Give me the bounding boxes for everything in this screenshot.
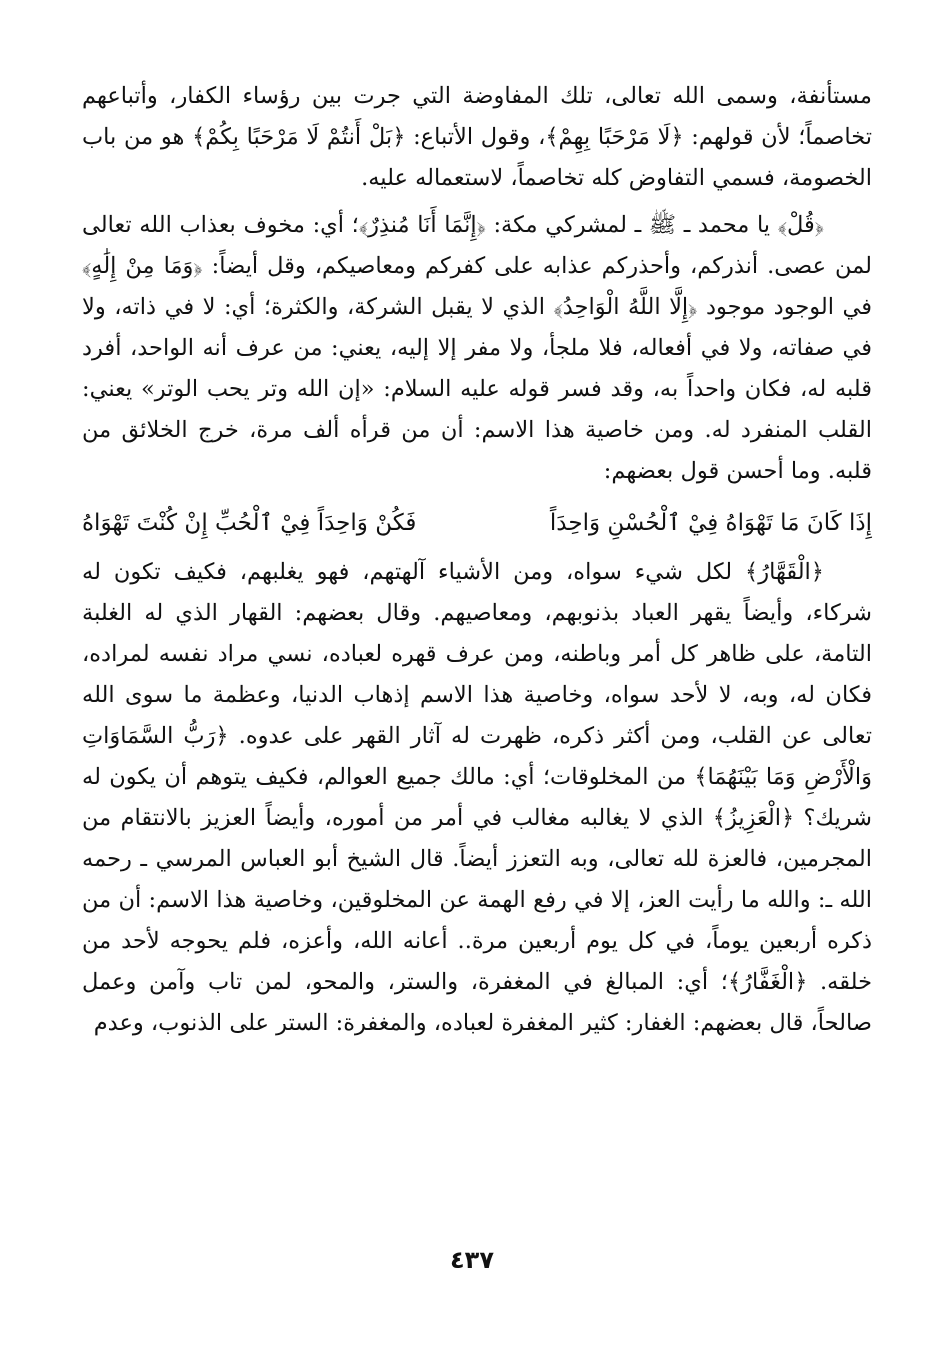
paragraph-intro: مستأنفة، وسمى الله تعالى، تلك المفاوضة التي جرت بين رؤساء الكفار، وأتباعهم تخاصماً؛ لأن قولهم: ﴿لَا مَرْحَبًا بِهِمْ﴾، وقول الأتباع: ﴿بَلْ أَنتُمْ لَا مَرْحَبًا بِكُمْ﴾ هو من باب الخصومة، فسمي التفاوض كله تخاصماً، لاستعماله عليه. [82,83,872,191]
page-number: ٤٣٧ [450,1246,494,1274]
poetry-verse [82,502,872,544]
body-text [82,76,872,1044]
verse-first-hemistich: إِذَا كَانَ مَا تَهْوَاهُ فِيْ ٱلْحُسْنِ وَاحِدَاً [549,510,872,536]
paragraph-al-qahhar: ﴿الْقَهَّارُ﴾ لكل شيء سواه، ومن الأشياء آلهتهم، فهو يغلبهم، فكيف تكون له شركاء، وأيضاً يقهر العباد بذنوبهم، ومعاصيهم. وقال بعضهم: القهار الذي له الغلبة التامة، على ظاهر كل أمر وباطنه، ومن عرف قهره لعباده، نسي مراد نفسه لمراده، فكان له، وبه، لا لأحد سواه، وخاصية هذا الاسم إذهاب الدنيا، وعظمة ما سوى الله تعالى عن القلب، ومن أكثر ذكره، ظهرت له آثار القهر على عدوه. ﴿رَبُّ السَّمَاوَاتِ وَالْأَرْضِ وَمَا بَيْنَهُمَا﴾ من المخلوقات؛ أي: مالك جميع العوالم، فكيف يتوهم أن يكون له شريك؟ ﴿الْعَزِيزُ﴾ الذي لا يغالبه مغالب في أمر من أموره، وأيضاً العزيز بالانتقام من المجرمين، فالعزة لله تعالى، وبه التعزز أيضاً. قال الشيخ أبو العباس المرسي ـ رحمه الله ـ: والله ما رأيت العز، إلا في رفع الهمة عن المخلوقين، وخاصية هذا الاسم: أن من ذكره أربعين يوماً، في كل يوم أربعين مرة.. أعانه الله، وأعزه، فلم يحوجه لأحد من خلقه. ﴿الْغَفَّارُ﴾؛ أي: المبالغ في المغفرة، والستر، والمحو، لمن تاب وآمن وعمل صالحاً، قال بعضهم: الغفار: كثير المغفرة لعباده، والمغفرة: الستر على الذنوب، وعدم [82,559,872,1036]
paragraph-qul: ﴿قُلْ﴾ يا محمد ـ ﷺ ـ لمشركي مكة: ﴿إِنَّمَا أَنَا مُنذِرٌ﴾؛ أي: مخوف بعذاب الله تعالى لمن عصى. أنذركم، وأحذركم عذابه على كفركم ومعاصيكم، وقل أيضاً: ﴿وَمَا مِنْ إِلَٰهٍ﴾ في الوجود موجود ﴿إِلَّا اللَّهُ الْوَاحِدُ﴾ الذي لا يقبل الشركة، والكثرة؛ أي: لا في ذاته، ولا في صفاته، ولا في أفعاله، فلا ملجأ، ولا مفر إلا إليه، يعني: من عرف أنه الواحد، أفرد قلبه له، فكان واحداً به، وقد فسر قوله عليه السلام: «إن الله وتر يحب الوتر» يعني: القلب المنفرد له. ومن خاصية هذا الاسم: أن من قرأه ألف مرة، خرج الخلائق من قلبه. وما أحسن قول بعضهم: [82,212,872,484]
verse-second-hemistich: فَكُنْ وَاحِدَاً فِيْ ٱلْحُبِّ إِنْ كُنْتَ تَهْوَاهُ [82,510,417,536]
